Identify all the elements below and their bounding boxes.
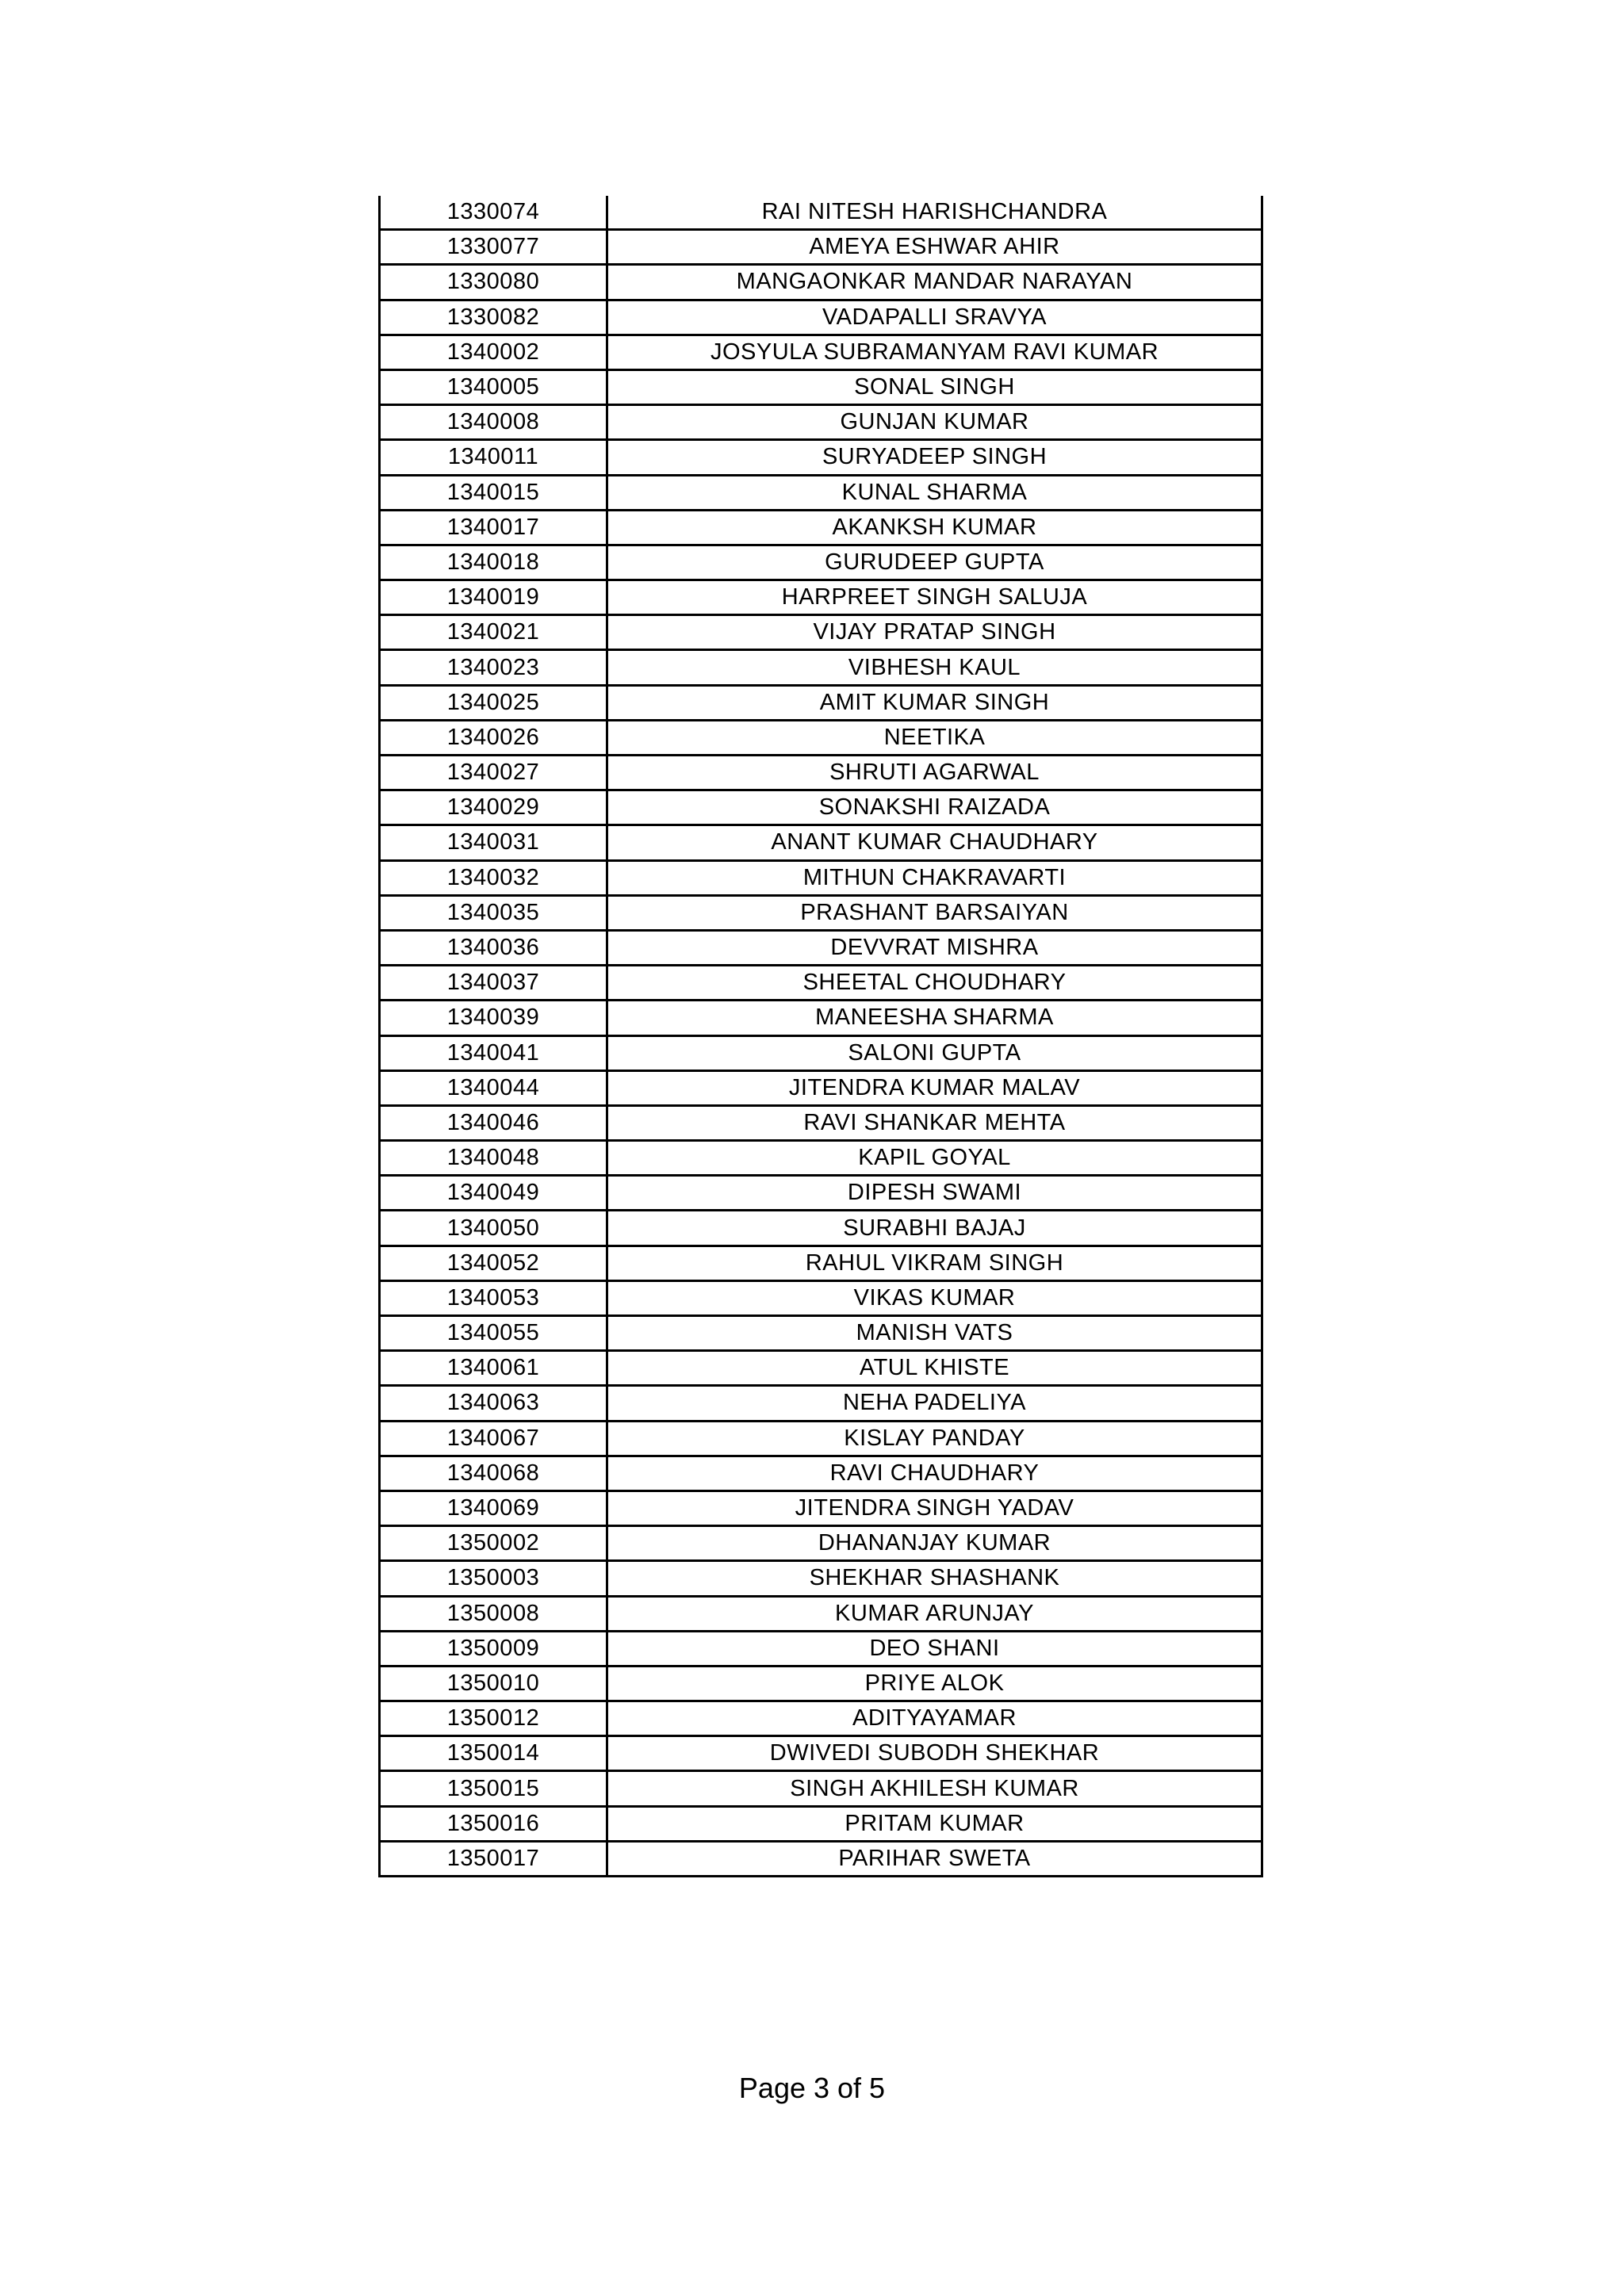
candidate-name-cell: SHRUTI AGARWAL xyxy=(607,756,1262,790)
roll-number-cell: 1350003 xyxy=(380,1561,607,1596)
candidate-name-cell: KAPIL GOYAL xyxy=(607,1141,1262,1176)
candidate-name-cell: GUNJAN KUMAR xyxy=(607,405,1262,440)
candidate-name-cell: RAHUL VIKRAM SINGH xyxy=(607,1246,1262,1280)
roll-number-cell: 1340002 xyxy=(380,335,607,369)
candidate-name-cell: ANANT KUMAR CHAUDHARY xyxy=(607,825,1262,860)
roll-number-cell: 1340017 xyxy=(380,510,607,545)
roll-number-cell: 1330082 xyxy=(380,300,607,335)
candidate-name-cell: SONAL SINGH xyxy=(607,369,1262,404)
table-row xyxy=(380,1736,1262,1771)
table-row xyxy=(380,1105,1262,1140)
table-row xyxy=(380,1035,1262,1070)
roll-number-cell: 1330077 xyxy=(380,230,607,265)
roll-number-cell: 1340044 xyxy=(380,1070,607,1105)
table-row xyxy=(380,230,1262,265)
table-row xyxy=(380,1666,1262,1701)
candidate-name-cell: DWIVEDI SUBODH SHEKHAR xyxy=(607,1736,1262,1771)
roster-table-body xyxy=(380,196,1262,1877)
roll-number-cell: 1340023 xyxy=(380,650,607,685)
candidate-name-cell: RAVI SHANKAR MEHTA xyxy=(607,1105,1262,1140)
roll-number-cell: 1340011 xyxy=(380,440,607,475)
candidate-name-cell: NEHA PADELIYA xyxy=(607,1386,1262,1421)
candidate-name-cell: VIBHESH KAUL xyxy=(607,650,1262,685)
candidate-name-cell: SINGH AKHILESH KUMAR xyxy=(607,1771,1262,1806)
table-row xyxy=(380,1421,1262,1456)
table-row xyxy=(380,1456,1262,1490)
roll-number-cell: 1350016 xyxy=(380,1806,607,1841)
roll-number-cell: 1340032 xyxy=(380,860,607,895)
candidate-name-cell: DIPESH SWAMI xyxy=(607,1176,1262,1211)
table-row xyxy=(380,1490,1262,1525)
table-row xyxy=(380,1280,1262,1315)
table-row xyxy=(380,1561,1262,1596)
candidate-name-cell: DEVVRAT MISHRA xyxy=(607,930,1262,965)
candidate-name-cell: RAI NITESH HARISHCHANDRA xyxy=(607,196,1262,230)
table-row xyxy=(380,650,1262,685)
table-row xyxy=(380,1771,1262,1806)
roll-number-cell: 1340037 xyxy=(380,966,607,1001)
table-row xyxy=(380,1316,1262,1351)
table-row xyxy=(380,1141,1262,1176)
roll-number-cell: 1340063 xyxy=(380,1386,607,1421)
candidate-name-cell: SHEETAL CHOUDHARY xyxy=(607,966,1262,1001)
roll-number-cell: 1340068 xyxy=(380,1456,607,1490)
table-row xyxy=(380,930,1262,965)
table-row xyxy=(380,196,1262,230)
roll-number-cell: 1340052 xyxy=(380,1246,607,1280)
candidate-name-cell: RAVI CHAUDHARY xyxy=(607,1456,1262,1490)
candidate-name-cell: KISLAY PANDAY xyxy=(607,1421,1262,1456)
page-number: Page 3 of 5 xyxy=(738,2072,886,2104)
candidate-name-cell: AKANKSH KUMAR xyxy=(607,510,1262,545)
table-row xyxy=(380,615,1262,650)
roll-number-cell: 1340036 xyxy=(380,930,607,965)
table-row xyxy=(380,1246,1262,1280)
table-row xyxy=(380,1386,1262,1421)
candidate-name-cell: SURYADEEP SINGH xyxy=(607,440,1262,475)
roll-number-cell: 1340026 xyxy=(380,720,607,755)
roll-number-cell: 1340025 xyxy=(380,685,607,720)
table-row xyxy=(380,756,1262,790)
candidate-name-cell: DHANANJAY KUMAR xyxy=(607,1526,1262,1561)
roll-number-cell: 1340019 xyxy=(380,580,607,615)
roll-number-cell: 1340050 xyxy=(380,1211,607,1246)
candidate-name-cell: KUNAL SHARMA xyxy=(607,475,1262,510)
table-row xyxy=(380,1806,1262,1841)
roll-number-cell: 1350015 xyxy=(380,1771,607,1806)
roll-number-cell: 1340069 xyxy=(380,1490,607,1525)
roll-number-cell: 1340021 xyxy=(380,615,607,650)
roll-number-cell: 1350008 xyxy=(380,1596,607,1631)
roll-number-cell: 1340048 xyxy=(380,1141,607,1176)
candidate-name-cell: PRITAM KUMAR xyxy=(607,1806,1262,1841)
table-row xyxy=(380,300,1262,335)
candidate-name-cell: JITENDRA SINGH YADAV xyxy=(607,1490,1262,1525)
roll-number-cell: 1350010 xyxy=(380,1666,607,1701)
table-row xyxy=(380,1596,1262,1631)
roll-number-cell: 1330080 xyxy=(380,265,607,300)
candidate-name-cell: PARIHAR SWETA xyxy=(607,1841,1262,1876)
table-row xyxy=(380,720,1262,755)
candidate-name-cell: DEO SHANI xyxy=(607,1631,1262,1666)
roll-number-cell: 1340035 xyxy=(380,895,607,930)
table-row xyxy=(380,1211,1262,1246)
candidate-name-cell: JITENDRA KUMAR MALAV xyxy=(607,1070,1262,1105)
candidate-name-cell: VIKAS KUMAR xyxy=(607,1280,1262,1315)
candidate-name-cell: JOSYULA SUBRAMANYAM RAVI KUMAR xyxy=(607,335,1262,369)
roll-number-cell: 1340049 xyxy=(380,1176,607,1211)
table-row xyxy=(380,685,1262,720)
roll-number-cell: 1340039 xyxy=(380,1001,607,1035)
table-row xyxy=(380,545,1262,580)
candidate-name-cell: MANGAONKAR MANDAR NARAYAN xyxy=(607,265,1262,300)
candidate-name-cell: PRASHANT BARSAIYAN xyxy=(607,895,1262,930)
table-row xyxy=(380,510,1262,545)
candidate-name-cell: AMEYA ESHWAR AHIR xyxy=(607,230,1262,265)
roll-number-cell: 1340067 xyxy=(380,1421,607,1456)
table-row xyxy=(380,860,1262,895)
roll-number-cell: 1340046 xyxy=(380,1105,607,1140)
table-row xyxy=(380,405,1262,440)
candidate-name-cell: ATUL KHISTE xyxy=(607,1351,1262,1386)
roll-number-cell: 1340031 xyxy=(380,825,607,860)
roll-number-cell: 1340041 xyxy=(380,1035,607,1070)
roll-number-cell: 1340055 xyxy=(380,1316,607,1351)
candidate-name-cell: AMIT KUMAR SINGH xyxy=(607,685,1262,720)
candidate-name-cell: GURUDEEP GUPTA xyxy=(607,545,1262,580)
table-row xyxy=(380,1526,1262,1561)
roll-number-cell: 1340015 xyxy=(380,475,607,510)
table-row xyxy=(380,1070,1262,1105)
roll-number-cell: 1340027 xyxy=(380,756,607,790)
table-row xyxy=(380,1631,1262,1666)
table-row xyxy=(380,790,1262,825)
candidate-name-cell: SHEKHAR SHASHANK xyxy=(607,1561,1262,1596)
roll-number-cell: 1350002 xyxy=(380,1526,607,1561)
roll-number-cell: 1340053 xyxy=(380,1280,607,1315)
roll-number-cell: 1340005 xyxy=(380,369,607,404)
table-row xyxy=(380,1701,1262,1736)
roster-table-container xyxy=(378,196,1261,1877)
table-row xyxy=(380,475,1262,510)
candidate-name-cell: SURABHI BAJAJ xyxy=(607,1211,1262,1246)
candidate-name-cell: KUMAR ARUNJAY xyxy=(607,1596,1262,1631)
roll-number-cell: 1330074 xyxy=(380,196,607,230)
roll-number-cell: 1350017 xyxy=(380,1841,607,1876)
table-row xyxy=(380,895,1262,930)
roll-number-cell: 1350014 xyxy=(380,1736,607,1771)
table-row xyxy=(380,265,1262,300)
roster-table xyxy=(378,196,1263,1877)
roll-number-cell: 1340018 xyxy=(380,545,607,580)
candidate-name-cell: VIJAY PRATAP SINGH xyxy=(607,615,1262,650)
table-row xyxy=(380,1841,1262,1876)
table-row xyxy=(380,440,1262,475)
candidate-name-cell: MITHUN CHAKRAVARTI xyxy=(607,860,1262,895)
roll-number-cell: 1340061 xyxy=(380,1351,607,1386)
candidate-name-cell: PRIYE ALOK xyxy=(607,1666,1262,1701)
candidate-name-cell: SALONI GUPTA xyxy=(607,1035,1262,1070)
candidate-name-cell: MANEESHA SHARMA xyxy=(607,1001,1262,1035)
roll-number-cell: 1340029 xyxy=(380,790,607,825)
table-row xyxy=(380,580,1262,615)
candidate-name-cell: SONAKSHI RAIZADA xyxy=(607,790,1262,825)
candidate-name-cell: HARPREET SINGH SALUJA xyxy=(607,580,1262,615)
table-row xyxy=(380,966,1262,1001)
roll-number-cell: 1350012 xyxy=(380,1701,607,1736)
candidate-name-cell: NEETIKA xyxy=(607,720,1262,755)
table-row xyxy=(380,369,1262,404)
table-row xyxy=(380,1351,1262,1386)
candidate-name-cell: VADAPALLI SRAVYA xyxy=(607,300,1262,335)
table-row xyxy=(380,335,1262,369)
roll-number-cell: 1350009 xyxy=(380,1631,607,1666)
roll-number-cell: 1340008 xyxy=(380,405,607,440)
candidate-name-cell: MANISH VATS xyxy=(607,1316,1262,1351)
table-row xyxy=(380,1176,1262,1211)
page-footer xyxy=(0,2069,1624,2107)
table-row xyxy=(380,825,1262,860)
table-row xyxy=(380,1001,1262,1035)
candidate-name-cell: ADITYAYAMAR xyxy=(607,1701,1262,1736)
